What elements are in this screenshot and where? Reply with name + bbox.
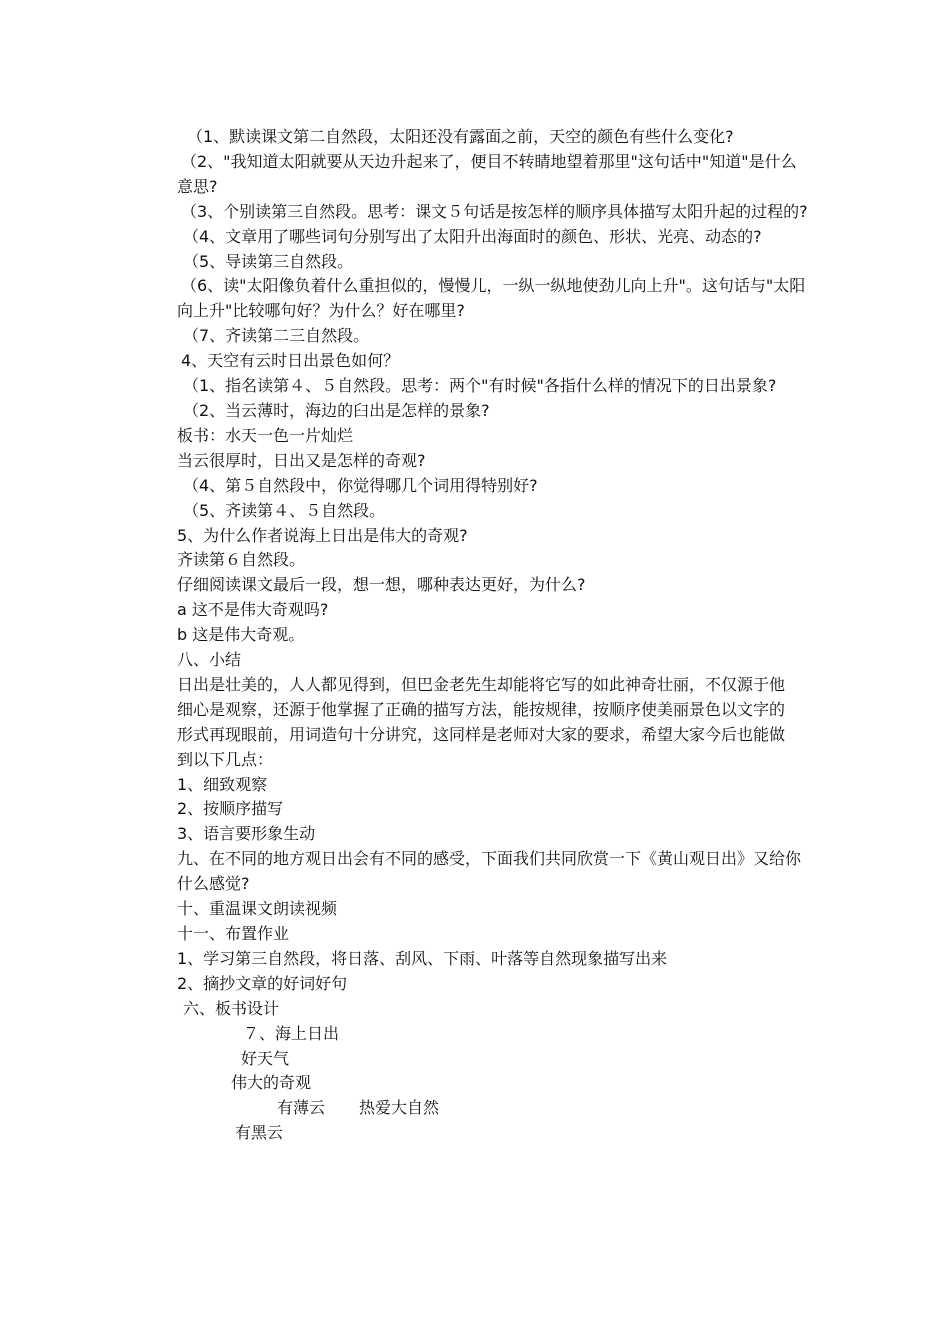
board-row xyxy=(177,1096,827,1121)
section-heading: 九、在不同的地方观日出会有不同的感受，下面我们共同欣赏一下《黄山观日出》又给你 xyxy=(177,849,802,869)
summary-line: 形式再现眼前，用词造句十分讲究，这同样是老师对大家的要求，希望大家今后也能做 xyxy=(177,724,786,744)
board-dark-cloud: 有黑云 xyxy=(235,1123,284,1143)
text-line: 齐读第６自然段。 xyxy=(177,550,306,570)
text-line: 4、天空有云时日出景色如何？ xyxy=(181,351,400,371)
board-title: ７、海上日出 xyxy=(243,1023,340,1043)
text-line: （1、指名读第４、５自然段。思考：两个"有时候"各指什么样的情况下的日出景象? xyxy=(183,376,777,396)
text-line: （2、当云薄时，海边的臼出是怎样的景象? xyxy=(183,400,490,420)
board-good-weather: 好天气 xyxy=(241,1048,290,1068)
text-line: 向上升"比较哪句好？为什么？好在哪里? xyxy=(177,301,465,321)
text-line: a 这不是伟大奇观吗? xyxy=(177,600,329,620)
board-design-heading: 六、板书设计 xyxy=(183,998,280,1018)
board-love-nature: 热爱大自然 xyxy=(359,1098,440,1118)
list-item: 2、按顺序描写 xyxy=(177,799,284,819)
text-line: （2、"我知道太阳就要从天边升起来了，便目不转睛地望着那里"这句话中"知道"是什么 xyxy=(181,151,797,171)
homework-item: 2、摘抄文章的好词好句 xyxy=(177,973,348,993)
section-heading: 八、小结 xyxy=(177,650,242,670)
list-item: 3、语言要形象生动 xyxy=(177,824,316,844)
text-line: （5、导读第三自然段。 xyxy=(183,251,354,271)
section-heading: 十一、布置作业 xyxy=(177,924,290,943)
text-line: （6、读"太阳像负着什么重担似的，慢慢儿，一纵一纵地使劲儿向上升"。这句话与"太阳 xyxy=(181,276,806,296)
summary-line: 细心是观察，还源于他掌握了正确的描写方法，能按规律，按顺序使美丽景色以文字的 xyxy=(177,699,786,719)
board-thin-cloud: 有薄云 xyxy=(277,1098,326,1118)
text-line: （5、齐读第４、５自然段。 xyxy=(183,500,386,520)
text-line: （4、第５自然段中，你觉得哪几个词用得特别好? xyxy=(183,475,538,495)
text-line: 仔细阅读课文最后一段，想一想，哪种表达更好，为什么? xyxy=(177,575,586,595)
section-heading: 十、重温课文朗读视频 xyxy=(177,899,338,919)
text-line: 当云很厚时，日出又是怎样的奇观? xyxy=(177,450,426,470)
list-item: 1、细致观察 xyxy=(177,774,268,794)
board-wonder: 伟大的奇观 xyxy=(231,1073,312,1093)
text-line: （7、齐读第二三自然段。 xyxy=(183,326,370,346)
text-line: 板书：水天一色一片灿烂 xyxy=(177,425,354,445)
text-line: b 这是伟大奇观。 xyxy=(177,625,305,645)
text-line: 意思? xyxy=(177,176,218,196)
text-line: （4、文章用了哪些词句分别写出了太阳升出海面时的颜色、形状、光亮、动态的? xyxy=(183,226,762,246)
homework-item: 1、学习第三自然段，将日落、刮风、下雨、叶落等自然现象描写出来 xyxy=(177,948,668,968)
text-line: 什么感觉? xyxy=(177,874,250,894)
text-line: （1、默读课文第二自然段，太阳还没有露面之前，天空的颜色有些什么变化? xyxy=(187,127,734,146)
document-body xyxy=(177,125,827,1146)
text-line: （3、个别读第三自然段。思考：课文５句话是按怎样的顺序具体描写太阳升起的过程的? xyxy=(181,201,808,221)
summary-line: 日出是壮美的，人人都见得到，但巴金老先生却能将它写的如此神奇壮丽，不仅源于他 xyxy=(177,674,786,694)
text-line: 5、为什么作者说海上日出是伟大的奇观? xyxy=(177,525,468,545)
summary-line: 到以下几点： xyxy=(177,749,274,769)
